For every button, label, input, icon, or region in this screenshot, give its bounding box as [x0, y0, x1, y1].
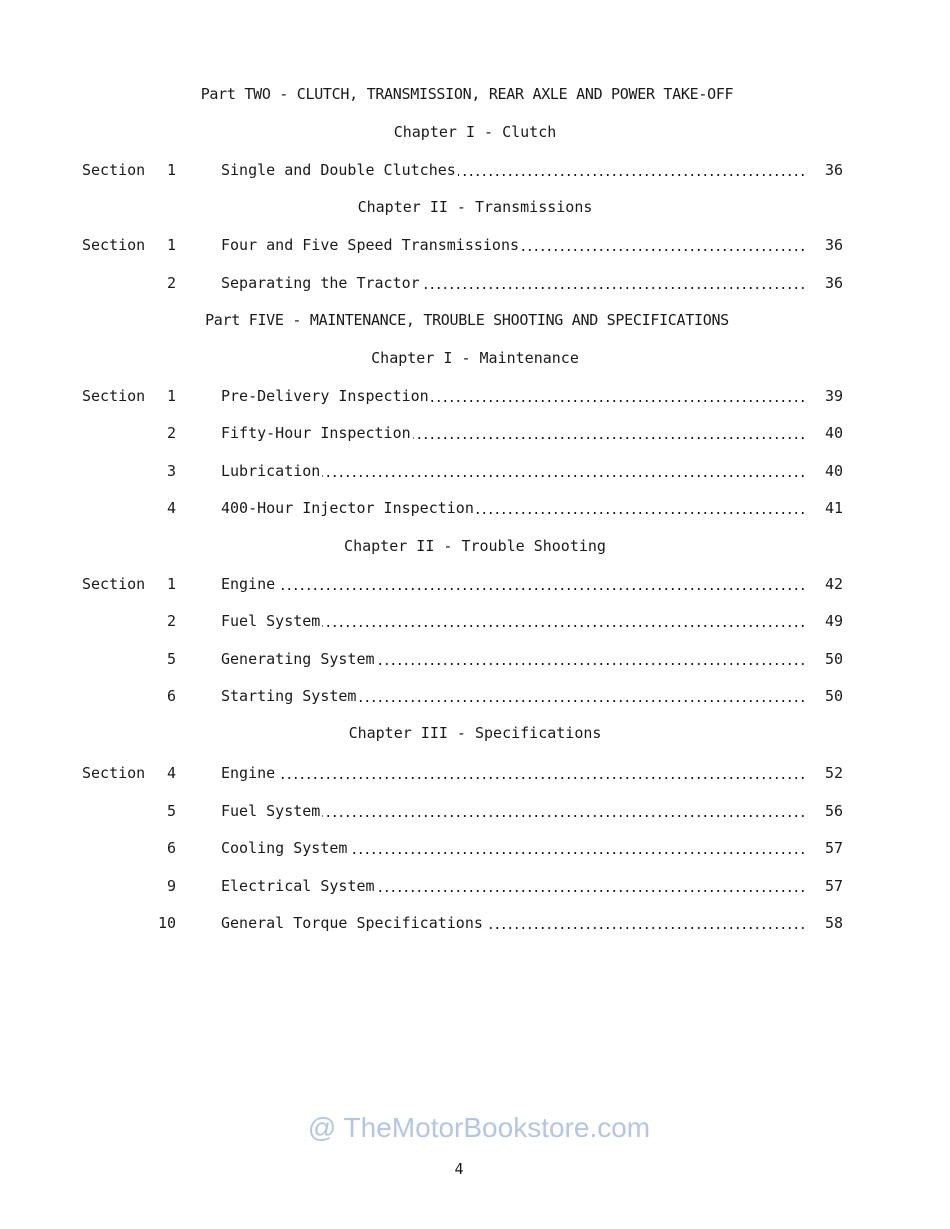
entry-title-leader	[221, 160, 804, 180]
chapter-heading: Chapter I - Clutch	[393, 123, 557, 141]
entry-title-leader	[221, 423, 804, 443]
watermark: @ TheMotorBookstore.com	[307, 1112, 651, 1143]
chapter-heading: Chapter II - Transmissions	[357, 198, 593, 216]
section-number: 5	[166, 650, 176, 668]
entry-title: Engine	[221, 575, 276, 593]
entry-page-number: 40	[824, 424, 843, 442]
section-number: 1	[166, 161, 176, 179]
entry-page-number: 42	[824, 575, 843, 593]
entry-page-number: 56	[824, 802, 843, 820]
entry-page-number: 39	[824, 387, 843, 405]
toc-entry	[0, 160, 950, 180]
entry-page-number: 41	[824, 499, 843, 517]
entry-title-leader	[221, 913, 804, 933]
toc-entry	[0, 763, 950, 783]
chapter-heading: Chapter II - Trouble Shooting	[344, 537, 606, 555]
toc-entry	[0, 913, 950, 933]
section-number: 3	[166, 462, 176, 480]
entry-page-number: 36	[824, 161, 843, 179]
section-label: Section	[82, 764, 146, 782]
entry-title: Pre-Delivery Inspection	[221, 387, 429, 405]
section-number: 10	[157, 914, 176, 932]
section-label: Section	[82, 161, 146, 179]
entry-page-number: 36	[824, 236, 843, 254]
entry-title: Fifty-Hour Inspection	[221, 424, 411, 442]
entry-title-leader	[221, 763, 804, 783]
entry-title-leader	[221, 838, 804, 858]
entry-page-number: 36	[824, 274, 843, 292]
entry-page-number: 50	[824, 687, 843, 705]
section-label: Section	[82, 236, 146, 254]
entry-page-number: 57	[824, 877, 843, 895]
entry-page-number: 52	[824, 764, 843, 782]
entry-title-leader	[221, 876, 804, 896]
part-heading: Part FIVE - MAINTENANCE, TROUBLE SHOOTING AND SPECIFICATIONS	[205, 311, 729, 329]
chapter-heading: Chapter III - Specifications	[348, 724, 602, 742]
part-heading: Part TWO - CLUTCH, TRANSMISSION, REAR AXLE AND POWER TAKE-OFF	[200, 85, 734, 103]
entry-title: Starting System	[221, 687, 357, 705]
entry-title: Generating System	[221, 650, 375, 668]
entry-title: Cooling System	[221, 839, 348, 857]
toc-entry	[0, 876, 950, 896]
toc-entry	[0, 461, 950, 481]
entry-page-number: 40	[824, 462, 843, 480]
entry-title: Single and Double Clutches	[221, 161, 456, 179]
toc-entry	[0, 611, 950, 631]
section-number: 6	[166, 687, 176, 705]
entry-title: 400-Hour Injector Inspection	[221, 499, 474, 517]
section-number: 6	[166, 839, 176, 857]
entry-title-leader	[221, 386, 804, 406]
section-label: Section	[82, 387, 146, 405]
entry-title: Lubrication	[221, 462, 321, 480]
entry-page-number: 57	[824, 839, 843, 857]
entry-title-leader	[221, 498, 804, 518]
entry-title-leader	[221, 235, 804, 255]
toc-entry	[0, 273, 950, 293]
section-number: 4	[166, 499, 176, 517]
entry-title: Fuel System	[221, 802, 321, 820]
toc-entry	[0, 386, 950, 406]
entry-title-leader	[221, 611, 804, 631]
section-number: 5	[166, 802, 176, 820]
toc-entry	[0, 838, 950, 858]
entry-title-leader	[221, 649, 804, 669]
entry-title: Four and Five Speed Transmissions	[221, 236, 520, 254]
entry-title: Electrical System	[221, 877, 375, 895]
entry-page-number: 50	[824, 650, 843, 668]
entry-title-leader	[221, 574, 804, 594]
entry-title: Separating the Tractor	[221, 274, 420, 292]
section-number: 1	[166, 236, 176, 254]
entry-title: Engine	[221, 764, 276, 782]
entry-title-leader	[221, 801, 804, 821]
section-label: Section	[82, 575, 146, 593]
section-number: 9	[166, 877, 176, 895]
section-number: 1	[166, 387, 176, 405]
entry-title-leader	[221, 686, 804, 706]
toc-entry	[0, 498, 950, 518]
toc-entry	[0, 574, 950, 594]
section-number: 4	[166, 764, 176, 782]
section-number: 2	[166, 274, 176, 292]
entry-title: General Torque Specifications	[221, 914, 483, 932]
entry-page-number: 58	[824, 914, 843, 932]
toc-entry	[0, 235, 950, 255]
entry-page-number: 49	[824, 612, 843, 630]
chapter-heading: Chapter I - Maintenance	[371, 349, 579, 367]
toc-entry	[0, 649, 950, 669]
section-number: 2	[166, 612, 176, 630]
entry-title-leader	[221, 461, 804, 481]
entry-title: Fuel System	[221, 612, 321, 630]
entry-title-leader	[221, 273, 804, 293]
section-number: 1	[166, 575, 176, 593]
section-number: 2	[166, 424, 176, 442]
toc-entry	[0, 686, 950, 706]
page-folio: 4	[454, 1160, 464, 1178]
toc-entry	[0, 801, 950, 821]
toc-entry	[0, 423, 950, 443]
